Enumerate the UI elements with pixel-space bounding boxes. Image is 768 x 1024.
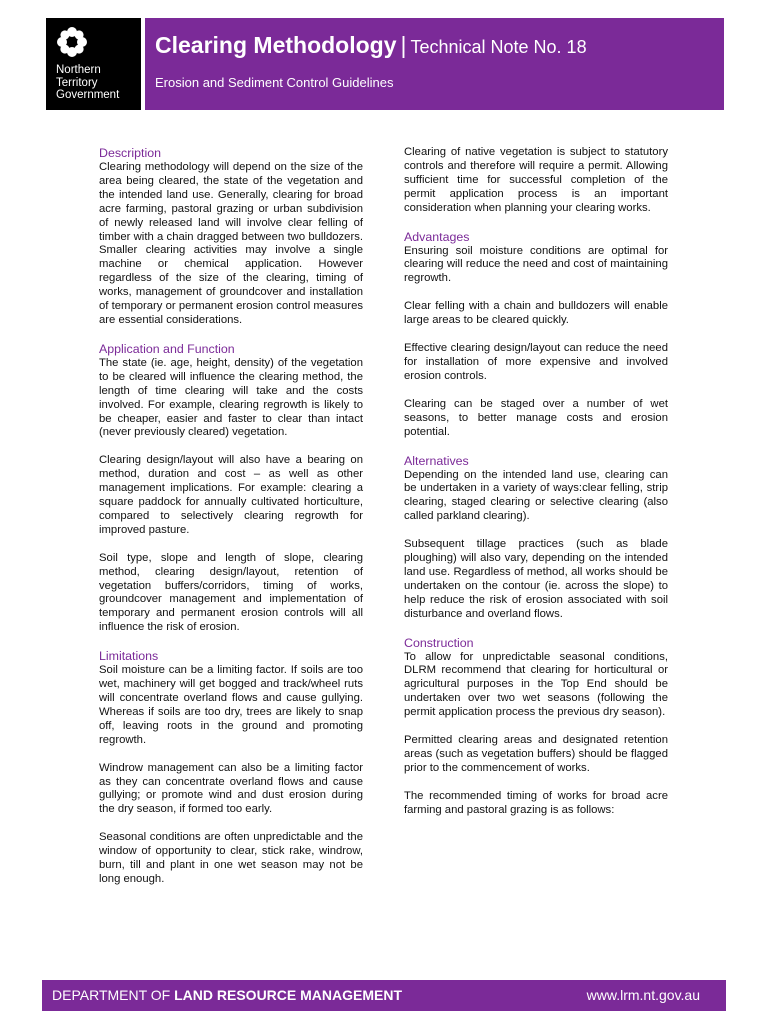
logo-line-2: Territory <box>56 76 98 89</box>
right-column <box>404 146 668 832</box>
advantages-paragraph-1: Ensuring soil moisture conditions are optimal for clearing will reduce the need and cost of maintaining regrowth. <box>404 244 668 285</box>
heading-alternatives: Alternatives <box>404 453 469 468</box>
page-subtitle: Erosion and Sediment Control Guidelines <box>155 75 394 90</box>
logo-text <box>56 64 119 102</box>
left-column <box>99 146 363 901</box>
header-banner <box>145 18 724 110</box>
advantages-paragraph-4: Clearing can be staged over a number of wet seasons, to better manage costs and erosion potential. <box>404 397 668 438</box>
heading-limitations: Limitations <box>99 649 159 664</box>
limitations-paragraph-2: Windrow management can also be a limiting factor as they can concentrate overland flows and cause gullying; or promote wind and dust erosion during the dry season, if formed too early. <box>99 761 363 816</box>
technical-note-number: Technical Note No. 18 <box>410 37 587 57</box>
logo-line-1: Northern <box>56 64 101 76</box>
advantages-paragraph-2: Clear felling with a chain and bulldozers will enable large areas to be cleared quickly. <box>404 300 668 327</box>
alternatives-paragraph-2: Subsequent tillage practices (such as blade ploughing) will also vary, depending on the intended land use. Regardless of method, all works should be undertaken on the contour (ie. across the slope) to help reduce the risk of erosion associated with soil disturbance and overland flows. <box>404 538 668 620</box>
limitations-paragraph-3: Seasonal conditions are often unpredictable and the window of opportunity to clear, stick rake, windrow, burn, till and plant in one wet season may not be long enough. <box>99 831 363 885</box>
footer-bar <box>42 980 726 1011</box>
logo-line-3: Government <box>56 89 120 101</box>
application-paragraph-2: Clearing design/layout will also have a bearing on method, duration and cost – as well as other management implications. For example: clearing a square paddock for annually cultivated horticulture, compared to selectively clearing regrowth for improved pasture. <box>99 454 363 536</box>
heading-construction: Construction <box>404 635 474 650</box>
description-paragraph-1: Clearing methodology will depend on the size of the area being cleared, the state of the vegetation and the intended land use. Generally, clearing for broad acre farming, pastoral grazing or urban subdivision of newly released land will involve clear felling of timber with a chain dragged between two bulldozers. Smaller clearing activities may involve a single machine or chemical application. However regardless of the size of the clearing, timing of works, management of groundcover and installation of temporary or permanent erosion control measures are essential considerations. <box>99 161 363 326</box>
page-title <box>155 32 587 59</box>
flower-icon <box>56 26 88 58</box>
title-main: Clearing Methodology <box>155 32 397 58</box>
application-paragraph-3: Soil type, slope and length of slope, clearing method, clearing design/layout, retention of vegetation buffers/corridors, timing of works, groundcover management and implementation of temporary and permanent erosion controls will all influence the risk of erosion. <box>99 551 363 634</box>
intro-paragraph: Clearing of native vegetation is subject to statutory controls and therefore will require a permit. Allowing sufficient time for successful completion of the permit application process is an important consideration when planning your clearing works. <box>404 146 668 214</box>
department-prefix: DEPARTMENT OF <box>52 987 175 1003</box>
alternatives-paragraph-1: Depending on the intended land use, clearing can be undertaken in a variety of ways:clear felling, strip clearing, staged clearing or selective clearing (also called parkland clearing). <box>404 468 668 523</box>
limitations-paragraph-1: Soil moisture can be a limiting factor. If soils are too wet, machinery will get bogged and track/wheel ruts will concentrate overland flows and cause gullying. Whereas if soils are too dry, trees are likely to snap off, leaving roots in the ground and promoting regrowth. <box>99 664 363 746</box>
advantages-paragraph-3: Effective clearing design/layout can reduce the need for installation of more expensive and involved erosion controls. <box>404 342 668 382</box>
department-title: LAND RESOURCE MANAGEMENT <box>174 987 403 1003</box>
department-name <box>52 987 402 1003</box>
construction-paragraph-2: Permitted clearing areas and designated retention areas (such as vegetation buffers) should be flagged prior to the commencement of works. <box>404 734 668 774</box>
heading-application-function: Application and Function <box>99 341 235 356</box>
title-separator: | <box>400 32 407 58</box>
heading-description: Description <box>99 146 161 160</box>
construction-paragraph-3: The recommended timing of works for broad acre farming and pastoral grazing is as follows: <box>404 789 668 816</box>
construction-paragraph-1: To allow for unpredictable seasonal conditions, DLRM recommend that clearing for horticultural or agricultural purposes in the Top End should be undertaken over two wet seasons (following the permit application process the previous dry season). <box>404 650 668 719</box>
ntg-logo <box>46 18 141 110</box>
footer-url-link[interactable]: www.lrm.nt.gov.au <box>586 987 700 1003</box>
heading-advantages: Advantages <box>404 229 470 244</box>
application-paragraph-1: The state (ie. age, height, density) of the vegetation to be cleared will influence the clearing method, the length of time clearing will take and the costs involved. For example, clearing regrowth is likely to be cheaper, easier and faster to clear than intact (never previously cleared) vegetation. <box>99 356 363 439</box>
